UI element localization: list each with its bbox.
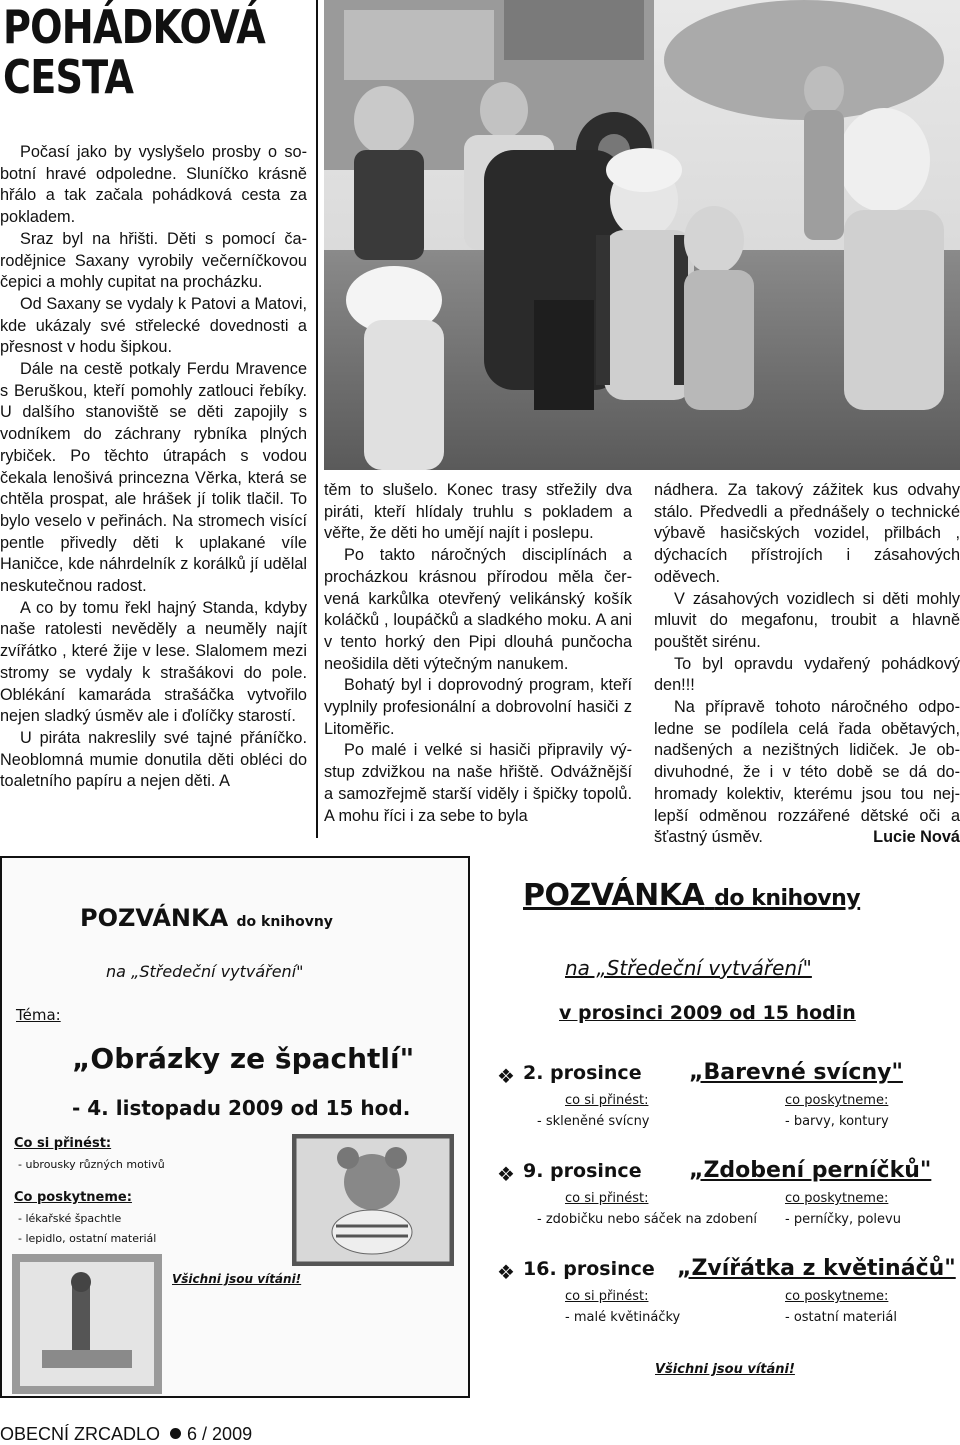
bring-value: - skleněné svícny [537, 1114, 650, 1129]
last-paragraph-text: Na přípravě tohoto náročného odpoledne se podílela celá řada obětavých, nadšených a nezištných lidiček. Je obdivuhodné, že i v této době se dá dohromady kolektiv, kterému jsou tou nejlepší odměnou rozzářené dětské oči a šťastný úsměv. [654, 698, 960, 847]
diamond-bullet-icon: ❖ [497, 1260, 515, 1284]
diamond-bullet-icon: ❖ [497, 1162, 515, 1186]
event-item [493, 1060, 960, 1150]
provide-label: co poskytneme: [785, 1191, 889, 1206]
paragraph: Sraz byl na hřišti. Děti s pomocí čarodějnice Saxany vyrobily večerníčkovou čepici a mohly cupitat na procházku. [0, 229, 307, 292]
poster-bring-label: Co si přinést: [14, 1136, 112, 1151]
paragraph: To byl opravdu vydařený pohádkový den!!! [654, 654, 960, 695]
poster-title-big: POZVÁNKA [523, 878, 705, 913]
poster-provide-label: Co poskytneme: [14, 1190, 132, 1205]
diamond-bullet-icon: ❖ [497, 1064, 515, 1088]
photo-illustration [324, 0, 960, 470]
article-column-3 [654, 480, 960, 849]
event-date: 16. prosince [523, 1258, 655, 1280]
paragraph: V zásahových vozidlech si děti mohly mluvit do megafonu, troubit a hlavně pouštět sirénu. [654, 589, 960, 651]
poster-title [523, 878, 860, 913]
chess-pieces-picture [12, 1254, 162, 1394]
bullet-dot-icon [170, 1428, 181, 1439]
poster-when: v prosinci 2009 od 15 hodin [559, 1002, 856, 1024]
page-footer [0, 1424, 252, 1445]
paragraph: U piráta nakreslily své tajné přáníčko. Neoblomná mumie donutila děti obléci do toaletního papíru a nejen děti. A [0, 728, 307, 791]
bring-label: co si přinést: [565, 1191, 649, 1206]
bring-value: - malé květináčky [565, 1310, 681, 1325]
event-item [493, 1256, 960, 1346]
poster-title-big: POZVÁNKA [80, 904, 229, 932]
poster-title [80, 904, 333, 932]
bring-label: co si přinést: [565, 1093, 649, 1108]
event-name: „Barevné svícny" [689, 1060, 903, 1085]
provide-label: co poskytneme: [785, 1093, 889, 1108]
provide-value: - ostatní materiál [785, 1310, 897, 1325]
poster-title-small: do knihovny [714, 886, 861, 911]
paragraph: Počasí jako by vyslyšelo prosby o sobotní hravé odpoledne. Sluníčko krásně hřálo a tak začala pohádková cesta za pokladem. [0, 143, 307, 227]
bring-value: - zdobičku nebo sáček na zdobení [537, 1212, 757, 1227]
paragraph: nádhera. Za takový zážitek kus odvahy stálo. Předvedli a přednášely o technické výbavě hasičských vozidel, přilbách , dýchacích přístrojích i zásahových oděvech. [654, 481, 960, 586]
provide-value: - perníčky, polevu [785, 1212, 901, 1227]
provide-value: - barvy, kontury [785, 1114, 889, 1129]
article-column-1 [0, 142, 307, 793]
invitation-poster-november [0, 856, 470, 1398]
paragraph: Od Saxany se vydaly k Patovi a Matovi, kde ukázaly své střelecké dovednosti a přesnost v hodu šipkou. [0, 294, 307, 357]
poster-bring-item: - ubrousky různých motivů [18, 1158, 165, 1171]
paragraph: Po malé i velké si hasiči připravily výstup zdvižkou na naše hřiště. Odvážnější a samozřejmě starší viděly i špičky topolů. A mohu říci i za sebe to byla [324, 741, 632, 825]
publication-name: OBECNÍ ZRCADLO [0, 1424, 161, 1444]
poster-date: - 4. listopadu 2009 od 15 hod. [72, 1096, 411, 1120]
poster-welcome: Všichni jsou vítáni! [655, 1362, 795, 1377]
invitation-poster-december [493, 860, 960, 1400]
article-title: POHÁDKOVÁ CESTA [3, 0, 265, 104]
poster-theme: „Obrázky ze špachtlí" [72, 1042, 415, 1075]
provide-label: co poskytneme: [785, 1289, 889, 1304]
firefighters-photo [324, 0, 960, 470]
poster-theme-label: Téma: [16, 1006, 61, 1024]
teddy-bear-picture [292, 1134, 454, 1266]
paragraph: Bohatý byl i doprovodný program, kteří vyplnily profesionální a dobrovolní hasiči z Litoměřic. [324, 676, 632, 738]
author-name: Lucie Nová [873, 828, 960, 847]
poster-title-small: do knihovny [236, 914, 333, 930]
paragraph: Po takto náročných disciplínách a procházkou krásnou přírodou měla červená karkůlka otevřený velikánský košík koláčků , loupáčků a sladkého moku. A ani v tento horký den Pipi dlouhá punčocha neošidila děti výtečným nanukem. [324, 546, 632, 673]
paragraph: Dále na cestě potkaly Ferdu Mravence s Beruškou, kteří pomohly zatlouci řebíky. U dalšího stanoviště se děti zapojily s vodníkem do záchrany rybníka plných rybiček. Po těchto útrapách s vodou čekala lenošivá princezna Věrka, která se chtěla prospat, ale hrášek jí tolik tlačil. To bylo veselo v peřinách. Na stromech visící pentle přivedly děti k uplakané víle Haničce, kde náhrdelník z korálků jí udělal neskutečnou radost. [0, 360, 307, 596]
poster-welcome: Všichni jsou vítáni! [172, 1272, 302, 1286]
article-column-2 [324, 480, 632, 827]
paragraph: těm to slušelo. Konec trasy střežily dva piráti, kteří hlídaly truhlu s pokladem a věřte, že děti ho umějí najít i poslepu. [324, 481, 632, 543]
poster-provide-item: - lékařské špachtle [18, 1212, 122, 1225]
column-divider [316, 0, 318, 838]
bring-label: co si přinést: [565, 1289, 649, 1304]
event-name: „Zvířátka z květináčů" [677, 1256, 956, 1281]
event-date: 2. prosince [523, 1062, 642, 1084]
event-name: „Zdobení perníčků" [689, 1158, 932, 1183]
paragraph [654, 697, 960, 849]
event-date: 9. prosince [523, 1160, 642, 1182]
event-item [493, 1158, 960, 1248]
poster-subtitle: na „Středeční vytváření" [565, 956, 812, 980]
paragraph: A co by tomu řekl hajný Standa, kdyby naše ratolesti nevěděly a neuměly najít zvířátko , které žije v lese. Slalomem mezi stromy se vydaly k strašákovi do pole. Oblékání kamaráda strašáčka vytvořilo nejen sladký úsměv ale i ďolíčky starostí. [0, 598, 307, 726]
poster-provide-item: - lepidlo, ostatní materiál [18, 1232, 157, 1245]
poster-subtitle: na „Středeční vytváření" [106, 962, 304, 981]
issue-number: 6 / 2009 [187, 1424, 253, 1444]
